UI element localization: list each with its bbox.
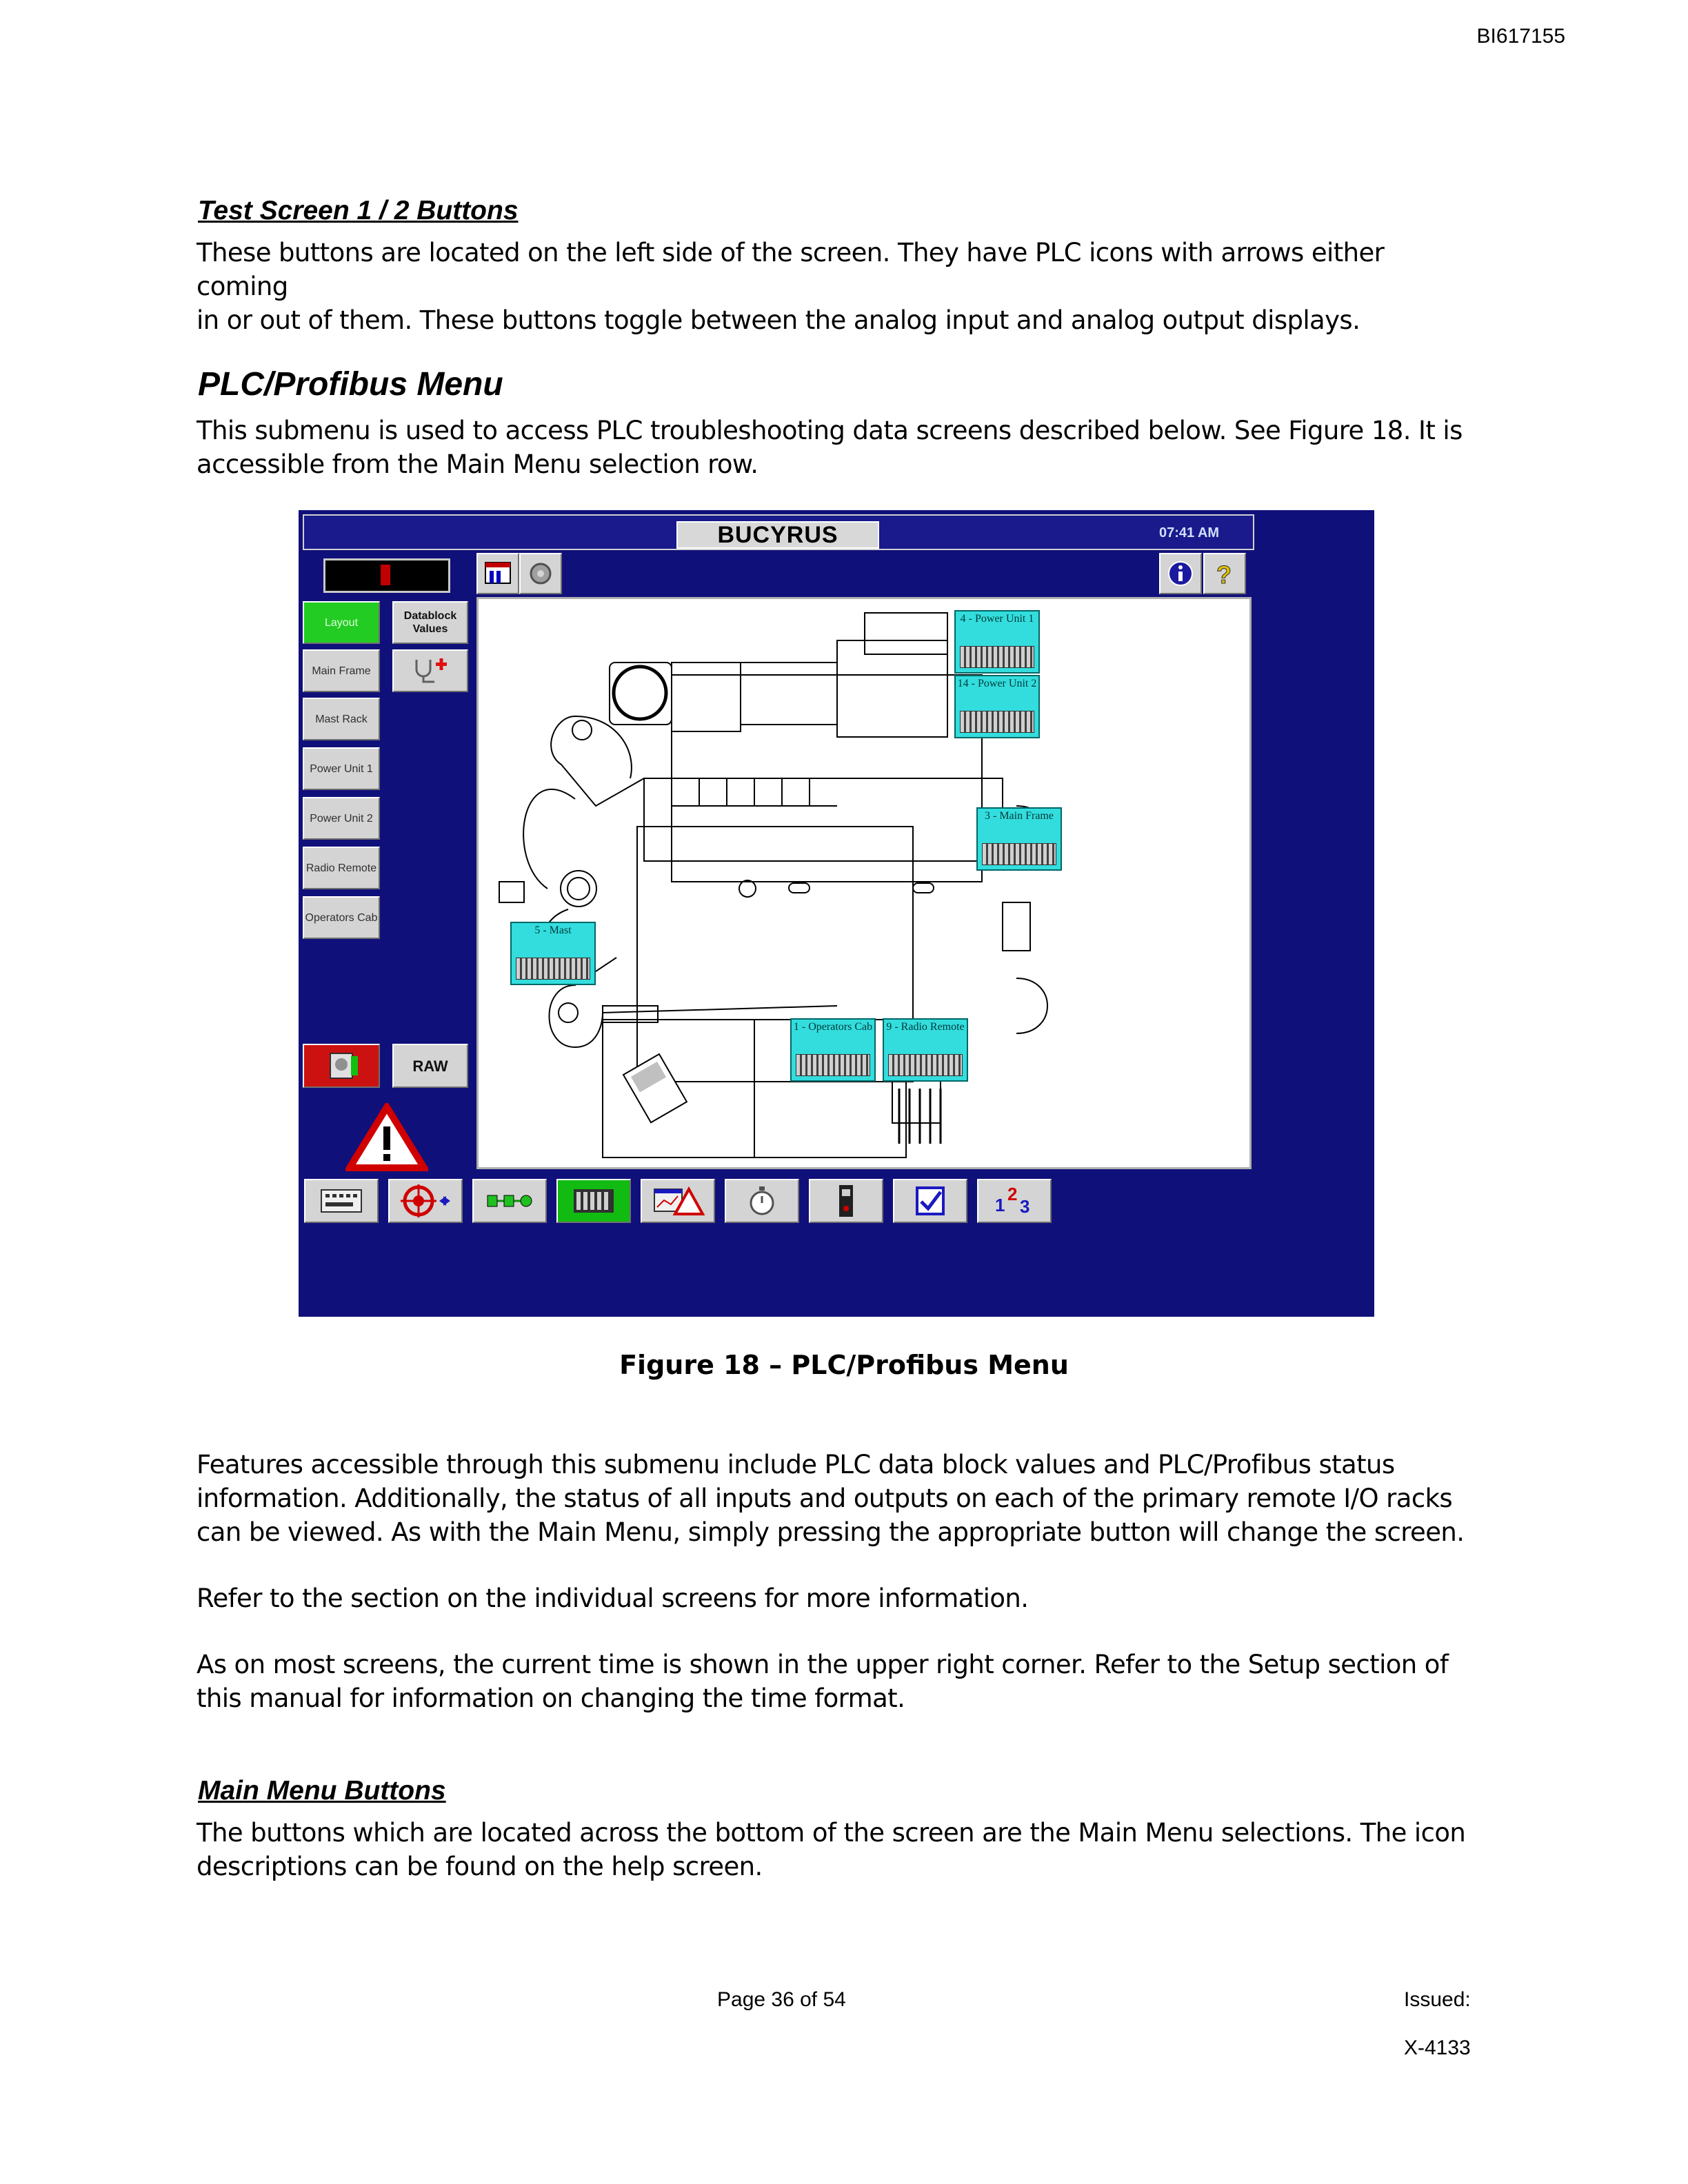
nav-keyboard-button[interactable]: [304, 1179, 379, 1223]
keyboard-icon: [317, 1186, 365, 1216]
text-line: Features accessible through this submenu include PLC data block values and PLC/Profibus status: [197, 1450, 1395, 1479]
nav-network-button[interactable]: [472, 1179, 547, 1223]
plc-rack-icon: [570, 1185, 618, 1217]
help-icon: [1209, 558, 1240, 589]
alarm-bell-icon: [321, 1049, 362, 1082]
alarm-bell-button[interactable]: [303, 1044, 380, 1088]
stopwatch-icon: [745, 1184, 779, 1218]
info-button[interactable]: [1159, 553, 1202, 594]
gear-icon-button[interactable]: [519, 553, 562, 594]
heading-test-screen-buttons: Test Screen 1 / 2 Buttons: [198, 196, 519, 225]
svg-text:2: 2: [1007, 1184, 1018, 1204]
numbers-icon: [987, 1184, 1042, 1218]
plc-label: 4 - Power Unit 1: [960, 613, 1034, 625]
paragraph-plc-profibus: [197, 414, 1479, 481]
checkbox-icon: [913, 1184, 947, 1218]
target-icon: [398, 1182, 453, 1220]
paragraph-main-menu: [197, 1816, 1479, 1883]
text-line: can be viewed. As with the Main Menu, simply pressing the appropriate button will change the screen.: [197, 1517, 1465, 1547]
text-line: accessible from the Main Menu selection row.: [197, 449, 758, 479]
nav-chart-warning-button[interactable]: [641, 1179, 715, 1223]
issued-label: Issued:: [1404, 1988, 1471, 2011]
plc-label: 5 - Mast: [534, 924, 572, 936]
plc-rack-power-unit-2[interactable]: [954, 675, 1040, 738]
text-line: Refer to the section on the individual screens for more information.: [197, 1584, 1029, 1613]
svg-text:3: 3: [1020, 1196, 1030, 1217]
text-line: This submenu is used to access PLC troubleshooting data screens described below. See Figure 18. It is: [197, 416, 1463, 445]
warning-triangle-icon: [345, 1103, 428, 1172]
page-number: Page 36 of 54: [717, 1988, 846, 2011]
machine-layout-drawing: [479, 599, 1249, 1167]
stethoscope-icon: [410, 656, 451, 686]
plc-rack-icon: [888, 1054, 963, 1076]
text-line: descriptions can be found on the help screen.: [197, 1852, 763, 1881]
gear-icon: [525, 558, 556, 589]
text-line: These buttons are located on the left side of the screen. They have PLC icons with arrows either coming: [197, 238, 1385, 301]
nav-target-button[interactable]: [388, 1179, 463, 1223]
left-button-power-unit-1[interactable]: Power Unit 1: [303, 747, 380, 790]
status-counter: [323, 558, 450, 593]
diagnostics-button[interactable]: [392, 649, 468, 692]
datablock-values-button[interactable]: Datablock Values: [392, 601, 468, 644]
nav-plc-rack-button[interactable]: [556, 1179, 631, 1223]
window-icon: [483, 558, 513, 589]
left-button-mast-rack[interactable]: Mast Rack: [303, 698, 380, 740]
window-icon-button[interactable]: [476, 553, 519, 594]
plc-rack-icon: [796, 1054, 870, 1076]
document-code: X-4133: [1404, 2036, 1471, 2059]
svg-text:?: ?: [1216, 560, 1232, 589]
nav-remote-button[interactable]: [809, 1179, 883, 1223]
plc-rack-icon: [516, 958, 590, 980]
network-icon: [482, 1187, 537, 1215]
hmi-screenshot: [299, 510, 1374, 1317]
plc-rack-icon: [960, 711, 1034, 733]
plc-label: 1 - Operators Cab: [793, 1021, 873, 1033]
nav-numbers-button[interactable]: [977, 1179, 1052, 1223]
text-line: The buttons which are located across the bottom of the screen are the Main Menu selections. The icon: [197, 1818, 1466, 1848]
svg-text:1: 1: [995, 1195, 1005, 1215]
heading-plc-profibus-menu: PLC/Profibus Menu: [198, 366, 503, 403]
left-button-power-unit-2[interactable]: Power Unit 2: [303, 797, 380, 840]
document-id: BI617155: [1476, 25, 1565, 48]
plc-label: 3 - Main Frame: [985, 810, 1054, 822]
figure-caption: Figure 18 – PLC/Profibus Menu: [619, 1350, 1069, 1380]
paragraph: [197, 1448, 1479, 1549]
left-button-radio-remote[interactable]: Radio Remote: [303, 847, 380, 889]
heading-main-menu-buttons: Main Menu Buttons: [198, 1776, 446, 1806]
text-line: in or out of them. These buttons toggle between the analog input and analog output displays.: [197, 305, 1360, 335]
plc-rack-icon: [960, 646, 1034, 668]
paragraph-features: [197, 1448, 1479, 1748]
remote-icon: [832, 1182, 860, 1220]
raw-button[interactable]: RAW: [392, 1044, 468, 1088]
paragraph-test-screen: [197, 236, 1479, 337]
plc-rack-main-frame[interactable]: [976, 807, 1062, 871]
clock-time: 07:41 AM: [1159, 525, 1220, 540]
plc-label: 9 - Radio Remote: [886, 1021, 965, 1033]
help-button[interactable]: [1203, 553, 1246, 594]
hmi-title-bar: [303, 514, 1254, 550]
left-button-main-frame[interactable]: Main Frame: [303, 649, 380, 692]
left-button-operators-cab[interactable]: Operators Cab: [303, 896, 380, 939]
machine-layout-canvas: [476, 597, 1252, 1169]
plc-label: 14 - Power Unit 2: [957, 678, 1037, 689]
chart-warning-icon: [650, 1184, 705, 1218]
text-line: information. Additionally, the status of all inputs and outputs on each of the primary remote I/O racks: [197, 1484, 1453, 1513]
plc-rack-mast[interactable]: [510, 922, 596, 985]
plc-rack-icon: [982, 843, 1056, 865]
text-line: this manual for information on changing the time format.: [197, 1684, 905, 1713]
info-icon: [1165, 558, 1196, 589]
paragraph: [197, 1581, 1479, 1615]
nav-stopwatch-button[interactable]: [725, 1179, 799, 1223]
text-line: As on most screens, the current time is shown in the upper right corner. Refer to the Setup section of: [197, 1650, 1449, 1679]
plc-rack-operators-cab[interactable]: [790, 1018, 876, 1082]
nav-checkbox-button[interactable]: [893, 1179, 967, 1223]
brand-logo: BUCYRUS: [676, 521, 879, 549]
plc-rack-radio-remote[interactable]: [883, 1018, 968, 1082]
plc-rack-power-unit-1[interactable]: [954, 610, 1040, 674]
left-button-layout[interactable]: Layout: [303, 601, 380, 644]
paragraph: [197, 1648, 1479, 1715]
